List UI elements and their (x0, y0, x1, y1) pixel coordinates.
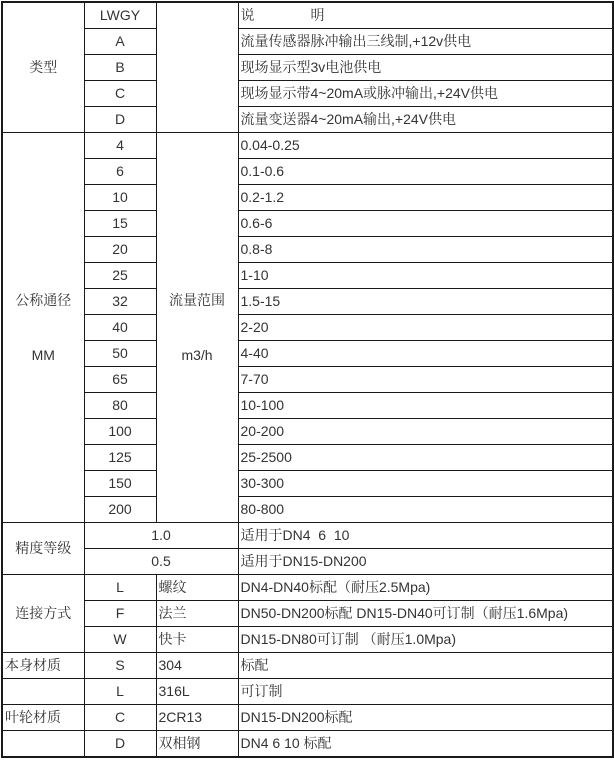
diameter-label-line2: MM (31, 346, 55, 363)
material-name: 316L (156, 679, 238, 705)
material-desc: DN4 6 10 标配 (238, 731, 613, 758)
model-code: LWGY (84, 2, 156, 29)
flow-range-value: 20-200 (238, 419, 613, 445)
table-row (2, 497, 613, 523)
table-row (2, 263, 613, 289)
table-row (2, 315, 613, 341)
accuracy-grade: 1.0 (84, 523, 238, 549)
flow-range-value: 0.2-1.2 (238, 185, 613, 211)
type-code: C (84, 81, 156, 107)
type-code: D (84, 107, 156, 133)
table-row (2, 55, 613, 81)
material-code: L (84, 679, 156, 705)
type-code: A (84, 29, 156, 55)
diameter-value: 65 (84, 367, 156, 393)
table-row (2, 107, 613, 133)
table-row (2, 81, 613, 107)
diameter-value: 6 (84, 159, 156, 185)
diameter-value: 40 (84, 315, 156, 341)
table-row (2, 653, 613, 679)
type-desc: 现场显示带4~20mA或脉冲输出,+24V供电 (238, 81, 613, 107)
accuracy-scope: 适用于DN15-DN200 (238, 549, 613, 575)
table-row (2, 289, 613, 315)
section-label-body-material: 本身材质 (2, 653, 84, 679)
material-desc: DN15-DN200标配 (238, 705, 613, 731)
material-code: C (84, 705, 156, 731)
diameter-value: 80 (84, 393, 156, 419)
material-name: 双相钢 (156, 731, 238, 758)
section-label-type: 类型 (2, 2, 84, 133)
section-label-impeller-material: 叶轮材质 (2, 705, 84, 731)
connection-code: W (84, 627, 156, 653)
table-row (2, 679, 613, 705)
flow-range-value: 1-10 (238, 263, 613, 289)
table-row (2, 159, 613, 185)
flow-range-value: 7-70 (238, 367, 613, 393)
desc-header: 说 明 (238, 2, 613, 29)
flow-range-label-line2: m3/h (181, 346, 213, 363)
diameter-value: 25 (84, 263, 156, 289)
table-row (2, 2, 613, 29)
table-row (2, 341, 613, 367)
table-row (2, 731, 613, 758)
flow-range-value: 10-100 (238, 393, 613, 419)
flow-range-value: 0.8-8 (238, 237, 613, 263)
table-row (2, 471, 613, 497)
material-desc: 可订制 (238, 679, 613, 705)
table-row (2, 393, 613, 419)
table-row (2, 575, 613, 601)
table-row (2, 601, 613, 627)
flow-range-value: 25-2500 (238, 445, 613, 471)
diameter-value: 10 (84, 185, 156, 211)
type-desc: 现场显示型3v电池供电 (238, 55, 613, 81)
diameter-value: 15 (84, 211, 156, 237)
connection-name: 螺纹 (156, 575, 238, 601)
diameter-value: 200 (84, 497, 156, 523)
flow-range-value: 0.6-6 (238, 211, 613, 237)
table-row (2, 549, 613, 575)
flow-range-label (156, 133, 238, 523)
flow-range-value: 80-800 (238, 497, 613, 523)
flow-range-value: 30-300 (238, 471, 613, 497)
diameter-value: 32 (84, 289, 156, 315)
type-desc: 流量变送器4~20mA输出,+24V供电 (238, 107, 613, 133)
material-code: D (84, 731, 156, 758)
diameter-value: 50 (84, 341, 156, 367)
connection-desc: DN4-DN40标配（耐压2.5Mpa) (238, 575, 613, 601)
material-desc: 标配 (238, 653, 613, 679)
table-row (2, 445, 613, 471)
table-row (2, 523, 613, 549)
connection-desc: DN50-DN200标配 DN15-DN40可订制（耐压1.6Mpa) (238, 601, 613, 627)
diameter-value: 125 (84, 445, 156, 471)
connection-code: F (84, 601, 156, 627)
material-name: 2CR13 (156, 705, 238, 731)
flow-range-value: 0.1-0.6 (238, 159, 613, 185)
accuracy-scope: 适用于DN4 6 10 (238, 523, 613, 549)
connection-desc: DN15-DN80可订制 （耐压1.0Mpa) (238, 627, 613, 653)
flow-range-value: 2-20 (238, 315, 613, 341)
material-name: 304 (156, 653, 238, 679)
connection-name: 法兰 (156, 601, 238, 627)
type-code: B (84, 55, 156, 81)
material-code: S (84, 653, 156, 679)
table-row (2, 185, 613, 211)
section-label-accuracy: 精度等级 (2, 523, 84, 575)
empty-cell (156, 2, 238, 133)
type-desc: 流量传感器脉冲输出三线制,+12v供电 (238, 29, 613, 55)
table-row (2, 29, 613, 55)
empty-cell (2, 679, 84, 705)
section-label-diameter (2, 133, 84, 523)
diameter-value: 100 (84, 419, 156, 445)
table-row (2, 133, 613, 159)
diameter-value: 20 (84, 237, 156, 263)
connection-name: 快卡 (156, 627, 238, 653)
flow-range-value: 4-40 (238, 341, 613, 367)
empty-cell (2, 731, 84, 758)
table-row (2, 627, 613, 653)
diameter-label-line1: 公称通径 (15, 292, 72, 309)
table-row (2, 705, 613, 731)
flow-range-value: 0.04-0.25 (238, 133, 613, 159)
flow-range-value: 1.5-15 (238, 289, 613, 315)
diameter-value: 150 (84, 471, 156, 497)
flow-range-label-line1: 流量范围 (169, 292, 225, 309)
connection-code: L (84, 575, 156, 601)
section-label-connection: 连接方式 (2, 575, 84, 653)
table-row (2, 367, 613, 393)
accuracy-grade: 0.5 (84, 549, 238, 575)
table-row (2, 211, 613, 237)
spec-table (1, 1, 614, 758)
diameter-value: 4 (84, 133, 156, 159)
table-row (2, 419, 613, 445)
table-row (2, 237, 613, 263)
